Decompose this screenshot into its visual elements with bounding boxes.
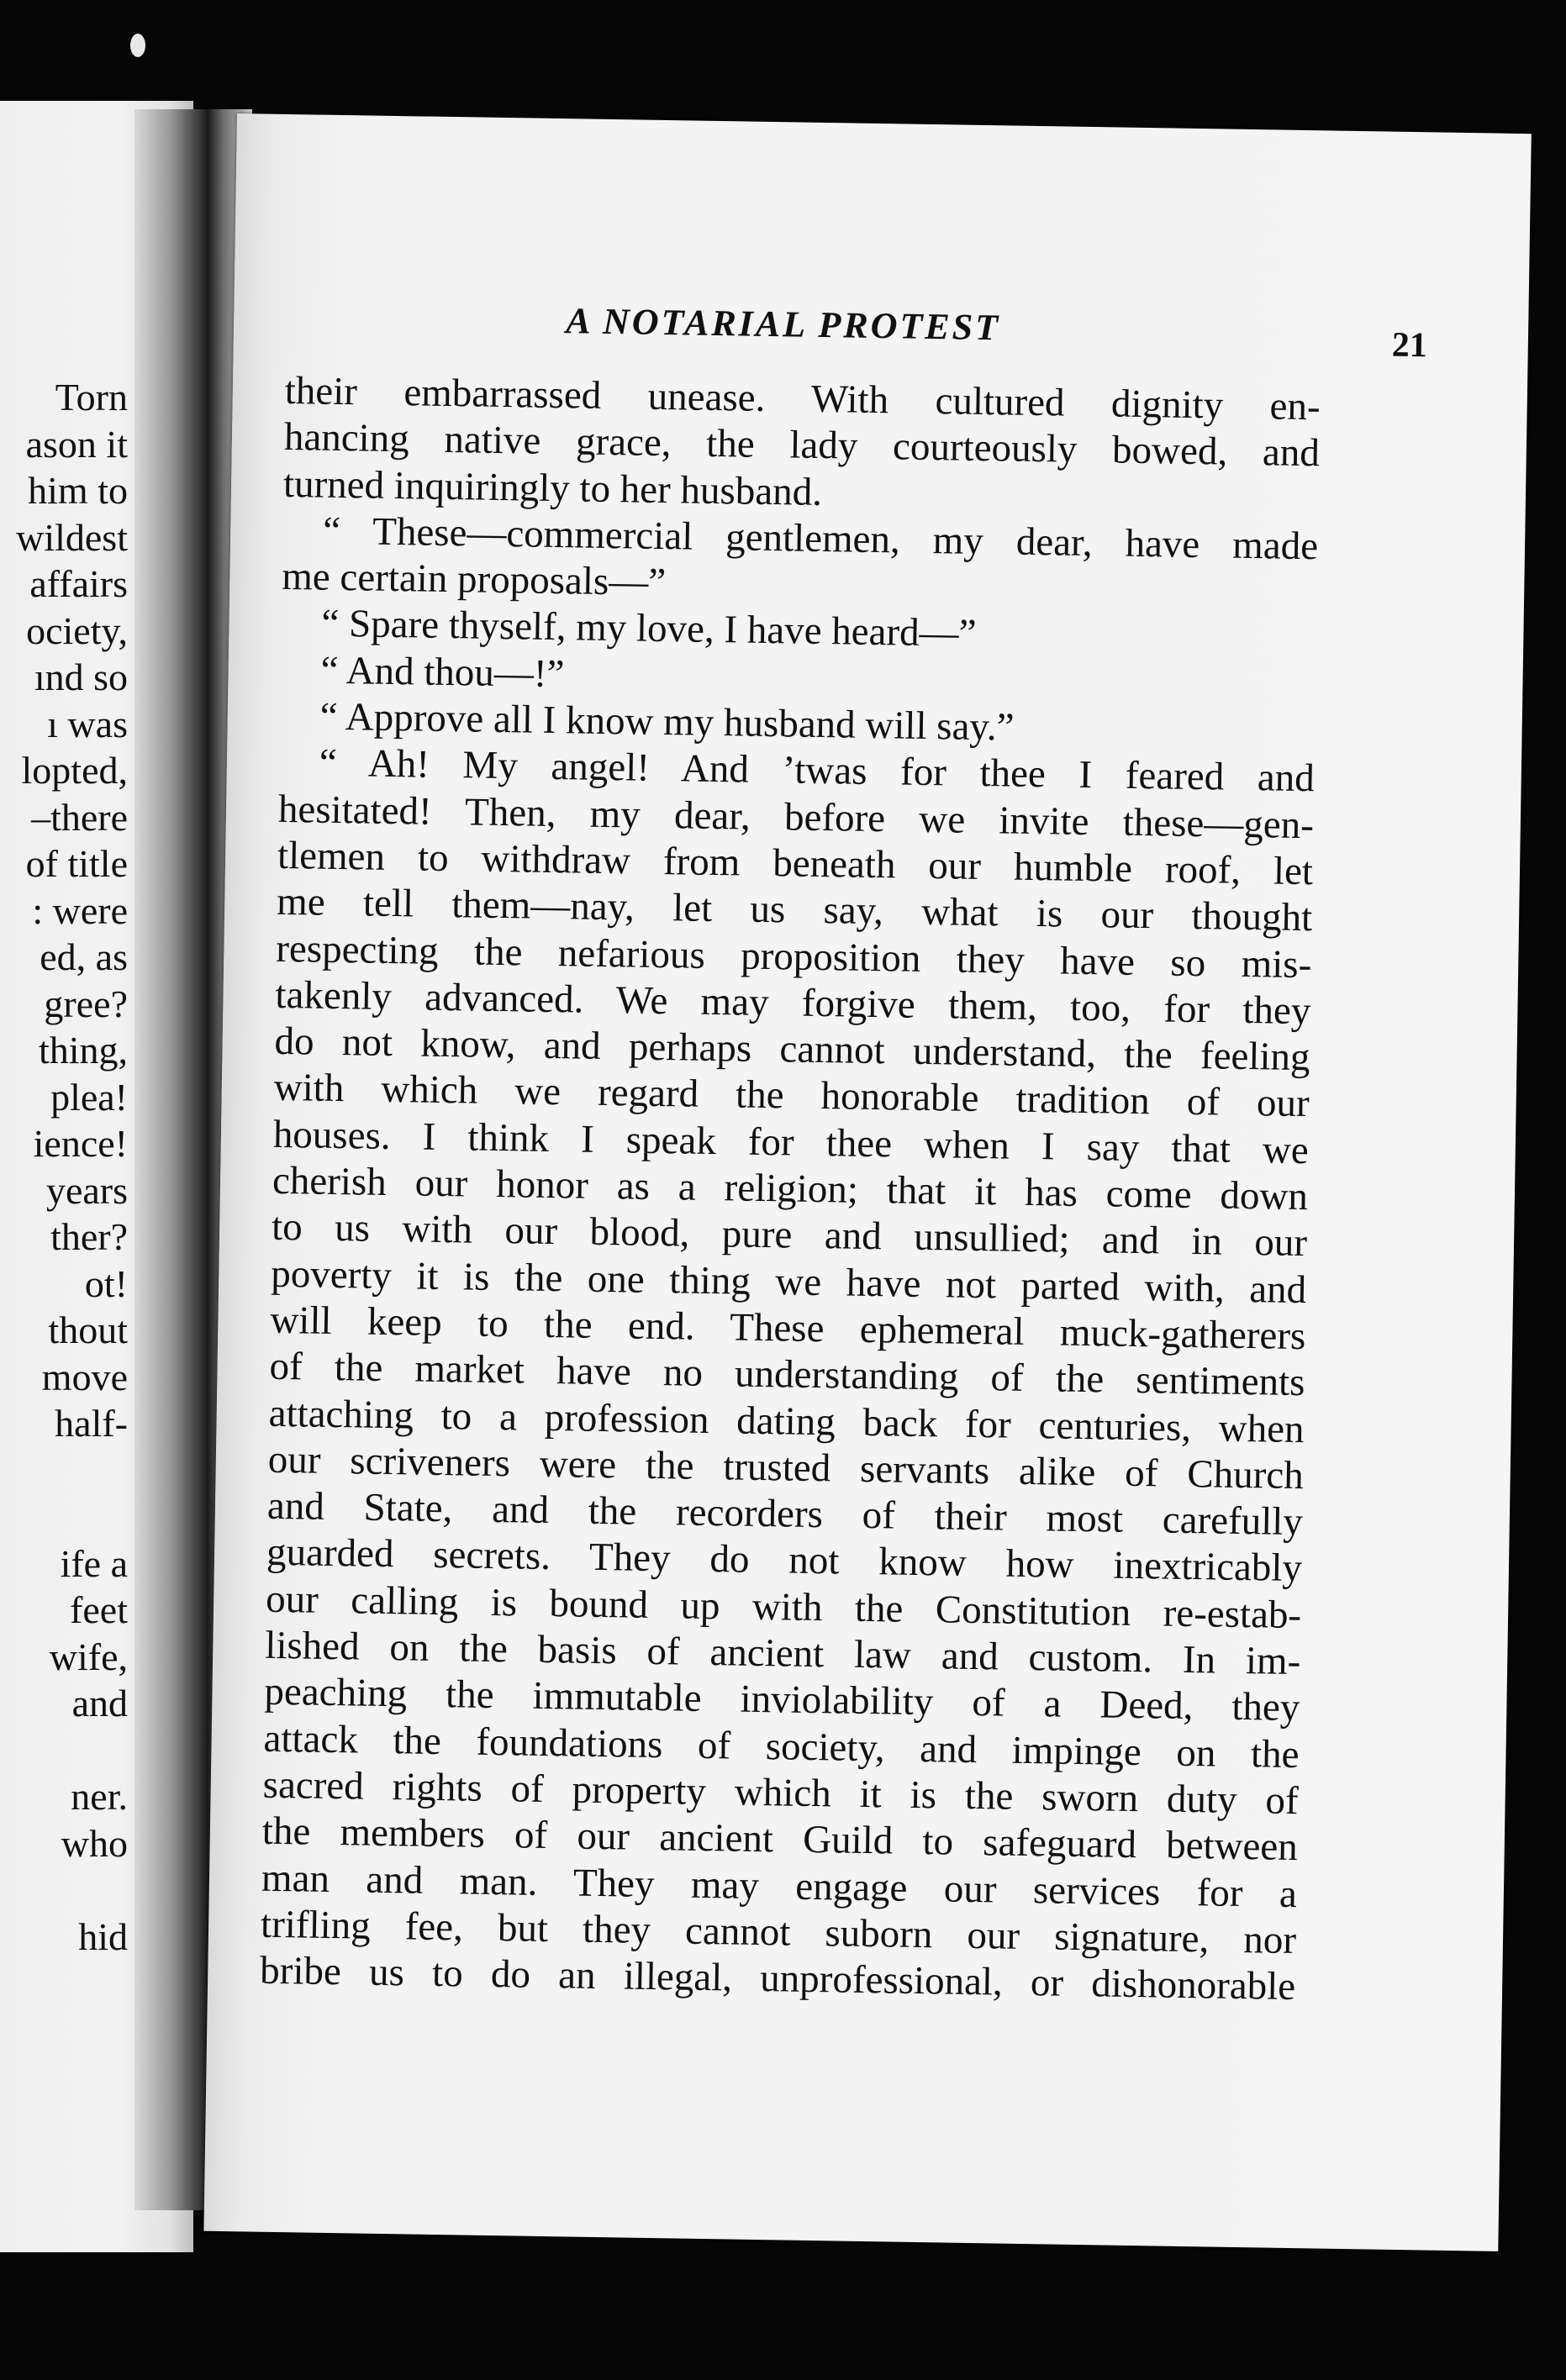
left-page-line: gree? [44, 982, 128, 1025]
left-page-line: ience! [33, 1122, 128, 1165]
left-page-line: feet [70, 1588, 128, 1631]
left-page-line [16, 1727, 128, 1774]
text-line: tlemen to withdraw from beneath our humble roof, let [277, 833, 1314, 894]
left-page-line: affairs [29, 562, 128, 605]
text-line: houses. I think I speak for thee when I say that we [272, 1112, 1310, 1172]
left-page-line: thout [48, 1308, 128, 1351]
left-page-line [16, 1867, 128, 1914]
text-line: with which we regard the honorable tradition of our [273, 1066, 1310, 1126]
text-line: “ These—commercial gentlemen, my dear, have made [322, 508, 1319, 569]
text-line: takenly advanced. We may forgive them, too, for they [275, 972, 1311, 1034]
left-page-line: : were [32, 888, 128, 932]
left-page-line: lopted, [21, 749, 128, 792]
text-line: of the market have no understanding of the sentiments [269, 1345, 1305, 1405]
left-page-line: half- [55, 1402, 128, 1445]
text-line: do not know, and perhaps cannot understand, the feeling [274, 1019, 1310, 1080]
left-page-line: thing, [38, 1029, 128, 1072]
left-page-line: ther? [50, 1215, 128, 1258]
text-line: their embarrassed unease. With cultured dignity en- [284, 368, 1321, 429]
text-line: “ And thou—!” [320, 648, 565, 696]
left-page-line: ner. [71, 1775, 128, 1818]
left-page-line: of title [25, 842, 128, 885]
left-page-line: him to [28, 469, 128, 512]
left-page-line: ı was [47, 702, 128, 745]
left-page-line [16, 1447, 128, 1494]
left-page-line: move [41, 1355, 128, 1398]
left-page-line: wife, [49, 1635, 128, 1678]
text-line: and State, and the recorders of their most carefully [266, 1483, 1304, 1545]
text-line: trifling fee, but they cannot suborn our signature, nor [260, 1902, 1297, 1962]
text-line: attack the foundations of society, and impinge on the [263, 1716, 1300, 1777]
left-page-line: hid [78, 1914, 128, 1958]
text-line: hesitated! Then, my dear, before we invite these—gen- [277, 787, 1315, 847]
left-page-line [16, 1493, 128, 1540]
text-line: cherish our honor as a religion; that it has come down [272, 1158, 1309, 1219]
text-line: man and man. They may engage our services for a [261, 1856, 1298, 1916]
text-line: guarded secrets. They do not know how inextricably [266, 1530, 1303, 1591]
text-line: “ Ah! My angel! And ’twas for thee I feared and [319, 741, 1316, 801]
left-page-line: wildest [16, 515, 128, 559]
text-line: me tell them—nay, let us say, what is our thought [276, 880, 1313, 940]
left-page-line: years [45, 1168, 128, 1212]
text-line: the members of our ancient Guild to safeguard between [261, 1809, 1299, 1870]
left-page-line: ason it [25, 422, 128, 466]
text-line: our calling is bound up with the Constitution re-estab- [265, 1577, 1302, 1637]
left-page-line: ınd so [34, 656, 128, 698]
text-line: respecting the nefarious proposition they have so mis- [275, 926, 1312, 987]
text-line: “ Approve all I know my husband will say.” [319, 694, 1015, 750]
scan-speck [130, 34, 145, 57]
text-line: will keep to the end. These ephemeral muck-gatherers [270, 1298, 1306, 1359]
text-line: turned inquiringly to her husband. [282, 461, 823, 514]
left-page-line: ed, as [40, 935, 128, 978]
left-page-text-fragments [16, 374, 128, 1960]
text-line: to us with our blood, pure and unsullied; and in our [271, 1205, 1308, 1266]
body-text [260, 368, 1321, 2011]
text-line: me certain proposals—” [281, 555, 667, 605]
left-page-line: and [71, 1682, 128, 1724]
text-line: sacred rights of property which it is the sworn duty of [262, 1762, 1300, 1823]
text-line: “ Spare thyself, my love, I have heard—” [321, 602, 977, 656]
text-line: our scriveners were the trusted servants alike of Church [267, 1437, 1305, 1498]
text-line: lished on the basis of ancient law and custom. In im- [264, 1623, 1301, 1684]
right-page [203, 113, 1531, 2251]
left-page-line: who [61, 1821, 128, 1865]
text-line: attaching to a profession dating back for centuries, when [268, 1391, 1305, 1451]
left-page-line: ife a [60, 1541, 128, 1585]
left-page-line: –there [31, 795, 128, 839]
left-page-line: ot! [84, 1261, 128, 1305]
left-page-line: Torn [55, 376, 128, 419]
text-line: bribe us to do an illegal, unprofessional, or dishonorable [259, 1948, 1296, 2009]
running-head: A NOTARIAL PROTEST [565, 300, 1001, 349]
text-line: peaching the immutable inviolability of a Deed, they [264, 1670, 1300, 1730]
text-line: poverty it is the one thing we have not parted with, and [270, 1251, 1307, 1312]
text-line: hancing native grace, the lady courteously bowed, and [283, 415, 1321, 476]
left-page-line: ociety, [26, 608, 128, 652]
page-number: 21 [1391, 325, 1428, 366]
left-page-line: plea! [50, 1075, 128, 1119]
